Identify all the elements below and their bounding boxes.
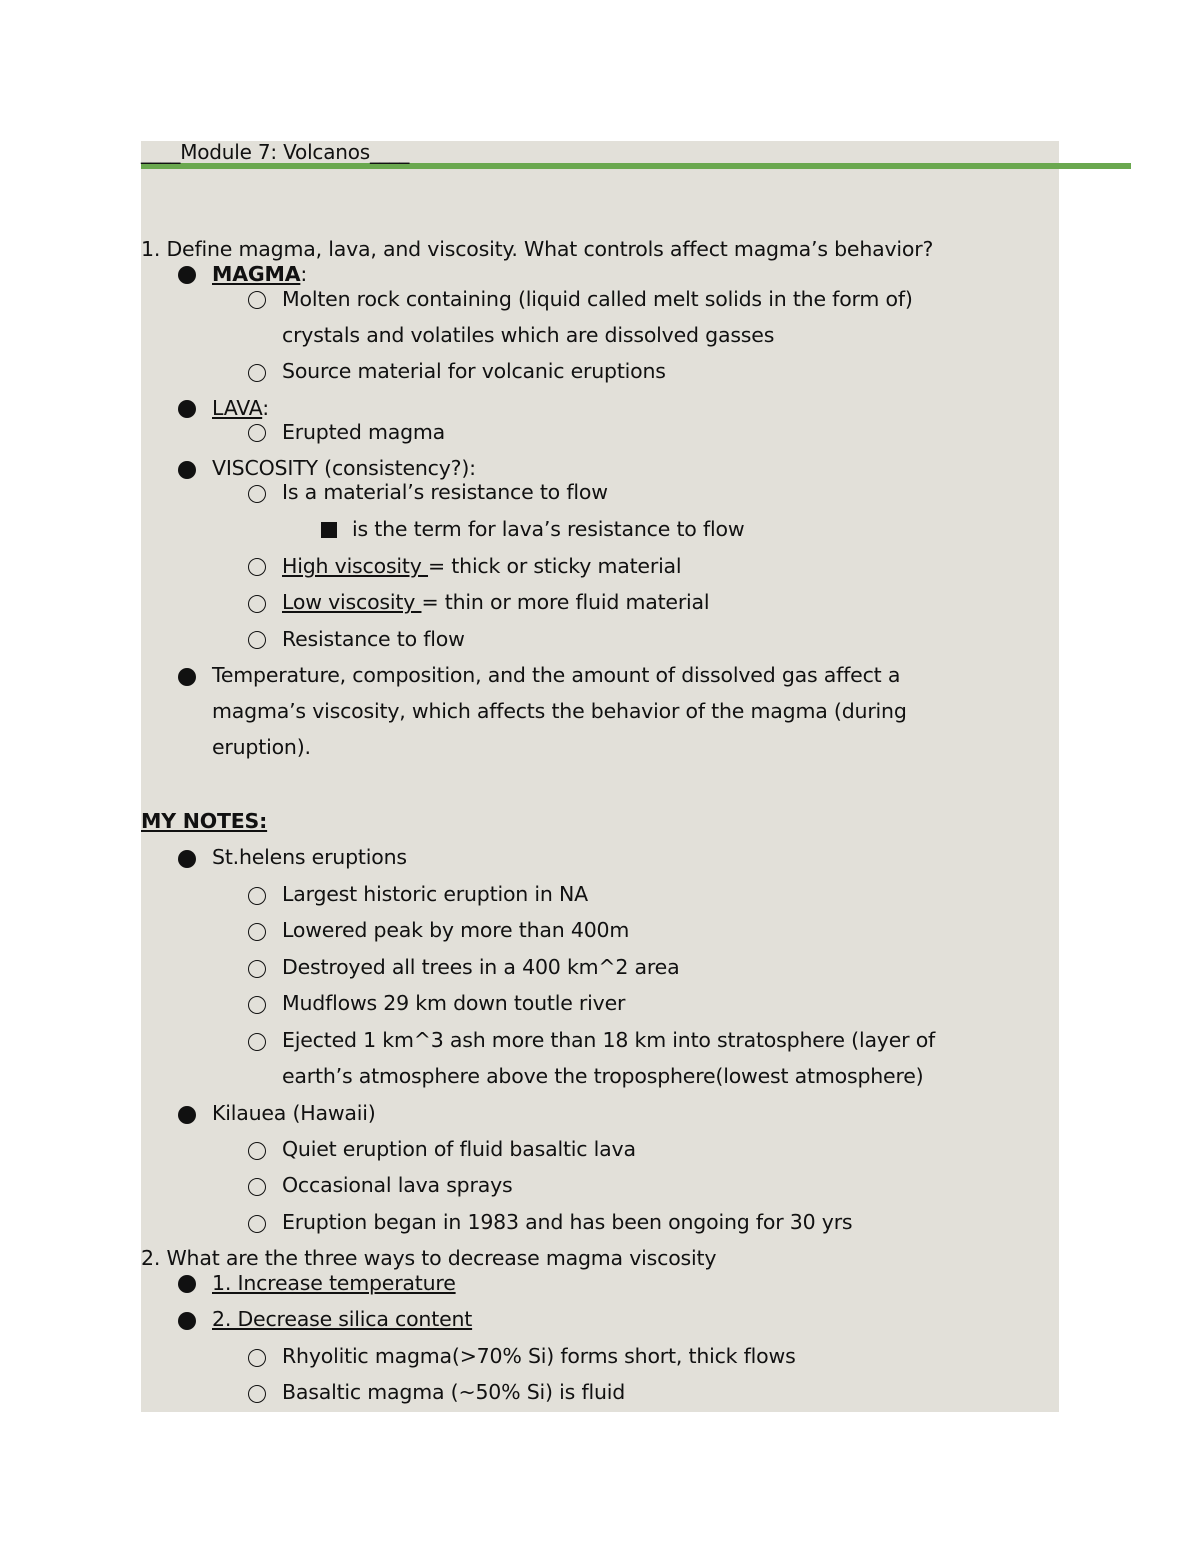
bullet-disc-icon	[178, 400, 196, 418]
document-title: ____Module 7: Volcanos____	[141, 140, 410, 164]
kilauea-heading: Kilauea (Hawaii)	[212, 1101, 376, 1125]
bullet-circle-icon	[248, 558, 266, 576]
high-viscosity-item	[282, 554, 681, 578]
bullet-circle-icon	[248, 1142, 266, 1160]
bullet-disc-icon	[178, 266, 196, 284]
summary-line: eruption).	[212, 735, 311, 759]
sthelens-item: Largest historic eruption in NA	[282, 882, 588, 906]
sthelens-item: Destroyed all trees in a 400 km^2 area	[282, 955, 680, 979]
sthelens-heading: St.helens eruptions	[212, 845, 407, 869]
magma-item-continued: crystals and volatiles which are dissolved gasses	[282, 323, 775, 347]
magma-colon: :	[300, 262, 308, 286]
viscosity-subitem: is the term for lava’s resistance to flow	[352, 517, 745, 541]
bullet-circle-icon	[248, 960, 266, 978]
sthelens-item: Ejected 1 km^3 ash more than 18 km into stratosphere (layer of	[282, 1028, 936, 1052]
bullet-circle-icon	[248, 485, 266, 503]
bullet-disc-icon	[178, 668, 196, 686]
question-1: 1. Define magma, lava, and viscosity. What controls affect magma’s behavior?	[141, 237, 934, 261]
high-viscosity-label: High viscosity	[282, 554, 429, 578]
lava-label: LAVA	[212, 396, 263, 420]
bullet-circle-icon	[248, 1385, 266, 1403]
bullet-circle-icon	[248, 1178, 266, 1196]
summary-line: Temperature, composition, and the amount of dissolved gas affect a	[212, 663, 901, 687]
bullet-circle-icon	[248, 887, 266, 905]
viscosity-item: Resistance to flow	[282, 627, 465, 651]
lava-colon: :	[262, 396, 269, 420]
silica-item: Rhyolitic magma(>70% Si) forms short, thick flows	[282, 1344, 796, 1368]
way-2: 2. Decrease silica content	[212, 1307, 473, 1331]
kilauea-item: Quiet eruption of fluid basaltic lava	[282, 1137, 636, 1161]
viscosity-heading: VISCOSITY (consistency?):	[212, 456, 476, 480]
magma-item: Molten rock containing (liquid called melt solids in the form of)	[282, 287, 913, 311]
bullet-circle-icon	[248, 424, 266, 442]
question-2: 2. What are the three ways to decrease magma viscosity	[141, 1246, 717, 1270]
way-1: 1. Increase temperature	[212, 1271, 456, 1295]
magma-heading	[212, 262, 307, 286]
bullet-circle-icon	[248, 996, 266, 1014]
low-viscosity-label: Low viscosity	[282, 590, 422, 614]
silica-item: Basaltic magma (~50% Si) is fluid	[282, 1380, 626, 1404]
lava-item: Erupted magma	[282, 420, 446, 444]
bullet-circle-icon	[248, 291, 266, 309]
bullet-disc-icon	[178, 461, 196, 479]
bullet-circle-icon	[248, 1033, 266, 1051]
notes-heading: MY NOTES:	[141, 809, 268, 833]
viscosity-item: Is a material’s resistance to flow	[282, 480, 608, 504]
sthelens-item: Mudflows 29 km down toutle river	[282, 991, 626, 1015]
bullet-circle-icon	[248, 595, 266, 613]
sthelens-item-continued: earth’s atmosphere above the troposphere(lowest atmosphere)	[282, 1064, 924, 1088]
bullet-circle-icon	[248, 1215, 266, 1233]
magma-item: Source material for volcanic eruptions	[282, 359, 666, 383]
bullet-disc-icon	[178, 1106, 196, 1124]
high-viscosity-text: = thick or sticky material	[428, 554, 682, 578]
kilauea-item: Eruption began in 1983 and has been ongoing for 30 yrs	[282, 1210, 853, 1234]
low-viscosity-item	[282, 590, 709, 614]
bullet-disc-icon	[178, 850, 196, 868]
bullet-circle-icon	[248, 1349, 266, 1367]
magma-label: MAGMA	[212, 262, 301, 286]
bullet-disc-icon	[178, 1312, 196, 1330]
lava-heading	[212, 396, 269, 420]
low-viscosity-text: = thin or more fluid material	[421, 590, 710, 614]
sthelens-item: Lowered peak by more than 400m	[282, 918, 630, 942]
bullet-square-icon	[321, 522, 337, 538]
bullet-circle-icon	[248, 364, 266, 382]
bullet-circle-icon	[248, 631, 266, 649]
bullet-disc-icon	[178, 1275, 196, 1293]
bullet-circle-icon	[248, 923, 266, 941]
kilauea-item: Occasional lava sprays	[282, 1173, 513, 1197]
summary-line: magma’s viscosity, which affects the behavior of the magma (during	[212, 699, 907, 723]
